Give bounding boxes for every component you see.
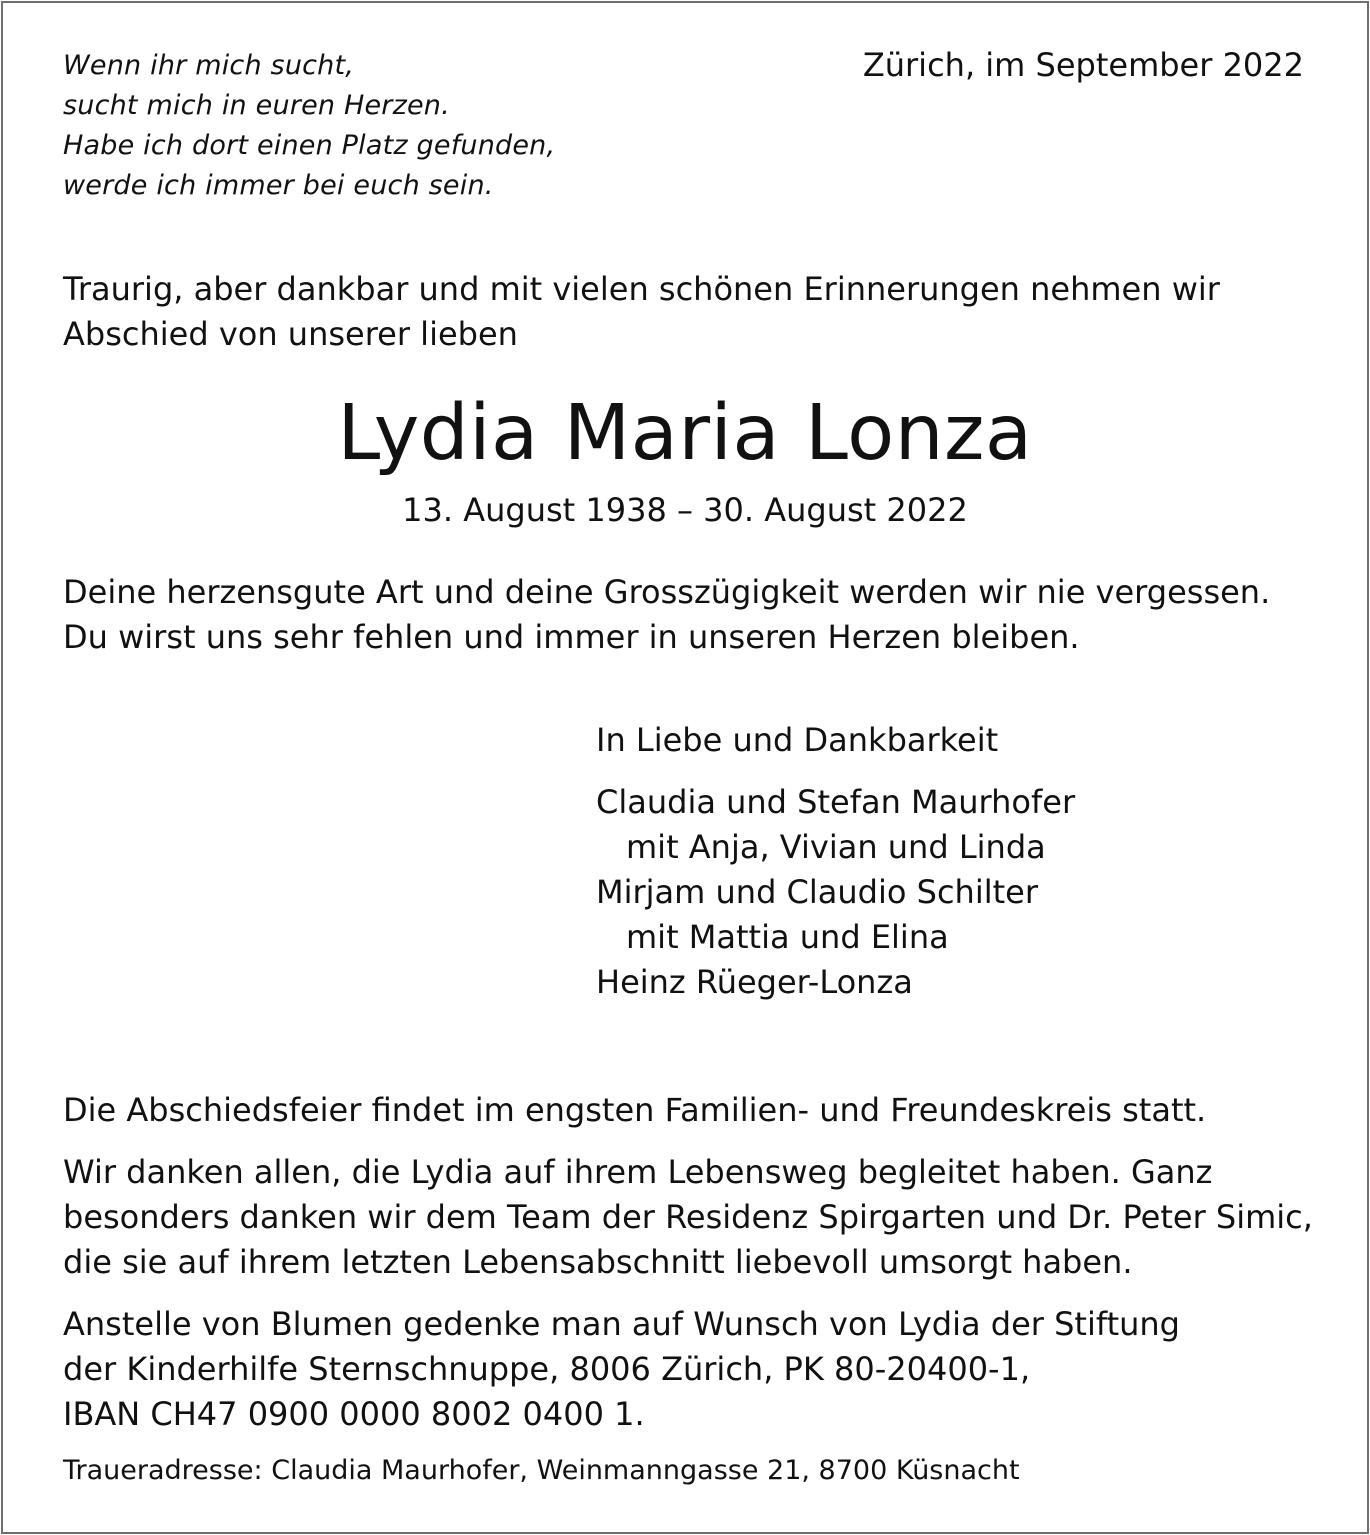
tribute-line: Deine herzensgute Art und deine Grosszügigkeit werden wir nie vergessen. [63,573,1271,611]
poem-line: Wenn ihr mich sucht, [63,50,355,81]
mourners-list [596,780,1075,1005]
poem-line: Habe ich dort einen Platz gefunden, [63,130,556,161]
signoff: In Liebe und Dankbarkeit [596,721,999,759]
mourning-address: Traueradresse: Claudia Maurhofer, Weinmanngasse 21, 8700 Küsnacht [63,1455,1020,1486]
tribute-text [63,570,1270,660]
thanks-text [63,1150,1313,1285]
thanks-line: die sie auf ihrem letzten Lebensabschnitt liebevoll umsorgt haben. [63,1243,1133,1281]
mourner-line: mit Mattia und Elina [626,918,949,956]
donation-line: IBAN CH47 0900 0000 8002 0400 1. [63,1395,645,1433]
poem-line: werde ich immer bei euch sein. [63,170,494,201]
intro-text [63,267,1220,357]
donation-line: Anstelle von Blumen gedenke man auf Wunsch von Lydia der Stiftung [63,1305,1180,1343]
deceased-name: Lydia Maria Lonza [337,389,1033,478]
place-date: Zürich, im September 2022 [862,46,1304,84]
life-dates: 13. August 1938 – 30. August 2022 [402,491,968,529]
thanks-line: Wir danken allen, die Lydia auf ihrem Lebensweg begleitet haben. Ganz [63,1153,1213,1191]
mourner-line: Claudia und Stefan Maurhofer [596,783,1076,821]
poem [63,46,555,206]
tribute-line: Du wirst uns sehr fehlen und immer in unseren Herzen bleiben. [63,618,1080,656]
poem-line: sucht mich in euren Herzen. [63,90,450,121]
donation-line: der Kinderhilfe Sternschnuppe, 8006 Zürich, PK 80-20400-1, [63,1350,1031,1388]
ceremony-text: Die Abschiedsfeier findet im engsten Familien- und Freundeskreis statt. [63,1091,1207,1129]
intro-line: Abschied von unserer lieben [63,315,518,353]
thanks-line: besonders danken wir dem Team der Residenz Spirgarten und Dr. Peter Simic, [63,1198,1313,1236]
mourner-line: Heinz Rüeger-Lonza [596,963,913,1001]
intro-line: Traurig, aber dankbar und mit vielen schönen Erinnerungen nehmen wir [63,270,1220,308]
donation-text [63,1302,1180,1437]
mourner-line: Mirjam und Claudio Schilter [596,873,1038,911]
mourner-line: mit Anja, Vivian und Linda [626,828,1046,866]
